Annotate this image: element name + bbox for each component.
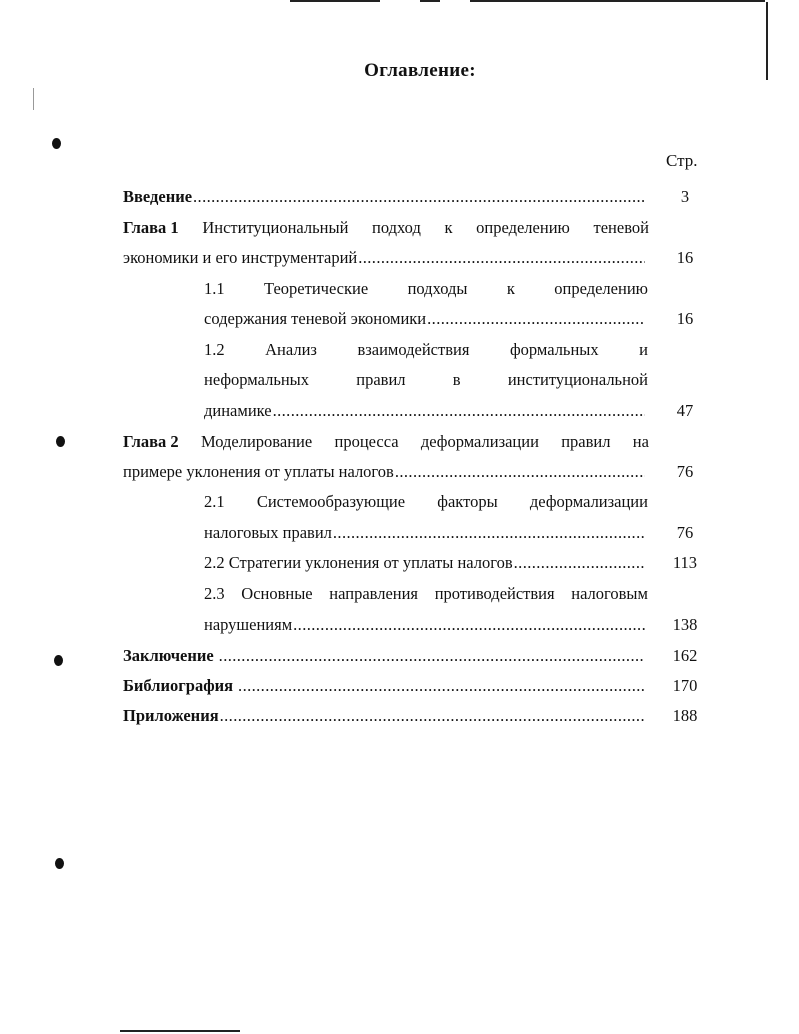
leader-dots	[395, 462, 645, 482]
toc-entry-label: Введение	[123, 187, 193, 206]
toc-page-number: 113	[672, 553, 698, 572]
toc-page-number: 138	[672, 615, 698, 634]
toc-word: факторы	[437, 492, 498, 511]
toc-entry-section-1-1-cont	[204, 309, 645, 329]
section-number: 2.1	[204, 492, 225, 511]
toc-word: теневой	[593, 218, 649, 237]
toc-word: противодействия	[434, 584, 555, 603]
toc-entry-chapter-1-cont	[123, 248, 645, 268]
toc-entry-section-1-1	[204, 279, 648, 299]
toc-entry-label: налоговых правил	[204, 523, 332, 542]
toc-page-number: 76	[676, 462, 694, 481]
toc-word: деформализации	[420, 432, 539, 451]
toc-page-number: 47	[676, 401, 694, 420]
toc-entry-label: Библиография	[123, 676, 234, 695]
toc-entry-section-1-2	[204, 340, 648, 360]
toc-entry-section-2-3	[204, 584, 648, 604]
leader-dots	[220, 706, 645, 726]
toc-title: Оглавление:	[364, 60, 476, 81]
toc-word: процесса	[334, 432, 399, 451]
toc-word: Анализ	[265, 340, 317, 359]
chapter-prefix: Глава 1	[123, 218, 179, 237]
toc-entry-label: 2.2 Стратегии уклонения от уплаты налогов	[204, 553, 513, 572]
toc-entry-label: экономики и его инструментарий	[123, 248, 358, 267]
toc-entry-section-2-2	[204, 553, 645, 573]
page-column-header: Стр.	[666, 151, 698, 170]
binder-hole-4	[55, 858, 64, 869]
toc-word: определению	[554, 279, 648, 298]
toc-page-number: 188	[672, 706, 698, 725]
toc-entry-section-1-2-cont	[204, 401, 645, 421]
scan-edge-top-1	[290, 0, 380, 2]
toc-word: направления	[329, 584, 419, 603]
toc-entry-label: примере уклонения от уплаты налогов	[123, 462, 394, 481]
leader-dots	[193, 187, 645, 207]
leader-dots	[293, 615, 645, 635]
toc-page-number: 76	[676, 523, 694, 542]
toc-entry-section-2-1	[204, 492, 648, 512]
toc-word: Теоретические	[264, 279, 369, 298]
toc-page-number: 16	[676, 309, 694, 328]
leader-dots	[358, 248, 645, 268]
toc-word: деформализации	[529, 492, 648, 511]
section-number: 2.3	[204, 584, 225, 603]
toc-entry-conclusion	[123, 646, 645, 666]
toc-entry-section-2-3-cont	[204, 615, 645, 635]
toc-entry-section-1-2-line2	[204, 370, 648, 390]
toc-word: в	[452, 370, 461, 389]
toc-word: подход	[372, 218, 421, 237]
toc-entry-section-2-1-cont	[204, 523, 645, 543]
toc-entry-label: содержания теневой экономики	[204, 309, 427, 328]
leader-dots	[219, 646, 645, 666]
toc-entry-chapter-1	[123, 218, 649, 238]
leader-dots	[238, 676, 645, 696]
toc-word: правил	[561, 432, 611, 451]
toc-entry-intro	[123, 187, 645, 207]
toc-word: Системообразующие	[256, 492, 406, 511]
toc-word: и	[639, 340, 648, 359]
section-number: 1.2	[204, 340, 225, 359]
leader-dots	[427, 309, 645, 329]
chapter-prefix: Глава 2	[123, 432, 179, 451]
binder-hole-1	[52, 138, 61, 149]
toc-word: подходы	[407, 279, 468, 298]
toc-entry-chapter-2-cont	[123, 462, 645, 482]
toc-entry-label: Приложения	[123, 706, 219, 725]
toc-entry-chapter-2	[123, 432, 649, 452]
section-number: 1.1	[204, 279, 225, 298]
toc-page-number: 162	[672, 646, 698, 665]
toc-entry-label: нарушениям	[204, 615, 293, 634]
toc-entry-label: динамике	[204, 401, 272, 420]
scan-edge-top-3	[470, 0, 765, 2]
scan-edge-left	[33, 88, 34, 110]
toc-word: неформальных	[204, 370, 310, 389]
toc-page-number: 170	[672, 676, 698, 695]
leader-dots	[514, 553, 645, 573]
toc-word: к	[444, 218, 453, 237]
toc-page-number: 3	[680, 187, 690, 206]
binder-hole-3	[54, 655, 63, 666]
toc-word: правил	[356, 370, 406, 389]
leader-dots	[273, 401, 645, 421]
toc-entry-bibliography	[123, 676, 645, 696]
toc-word: формальных	[509, 340, 599, 359]
leader-dots	[333, 523, 645, 543]
toc-word: определению	[476, 218, 570, 237]
toc-word: Моделирование	[200, 432, 313, 451]
toc-word: на	[632, 432, 649, 451]
toc-entry-label: Заключение	[123, 646, 214, 665]
toc-word: взаимодействия	[357, 340, 470, 359]
toc-word: Основные	[241, 584, 313, 603]
binder-hole-2	[56, 436, 65, 447]
scan-edge-top-2	[420, 0, 440, 2]
toc-word: к	[506, 279, 515, 298]
scan-edge-bottom	[120, 1030, 240, 1032]
toc-word: институциональной	[507, 370, 648, 389]
toc-word: налоговым	[571, 584, 648, 603]
toc-word: Институциональный	[202, 218, 349, 237]
toc-entry-appendix	[123, 706, 645, 726]
toc-page-number: 16	[676, 248, 694, 267]
